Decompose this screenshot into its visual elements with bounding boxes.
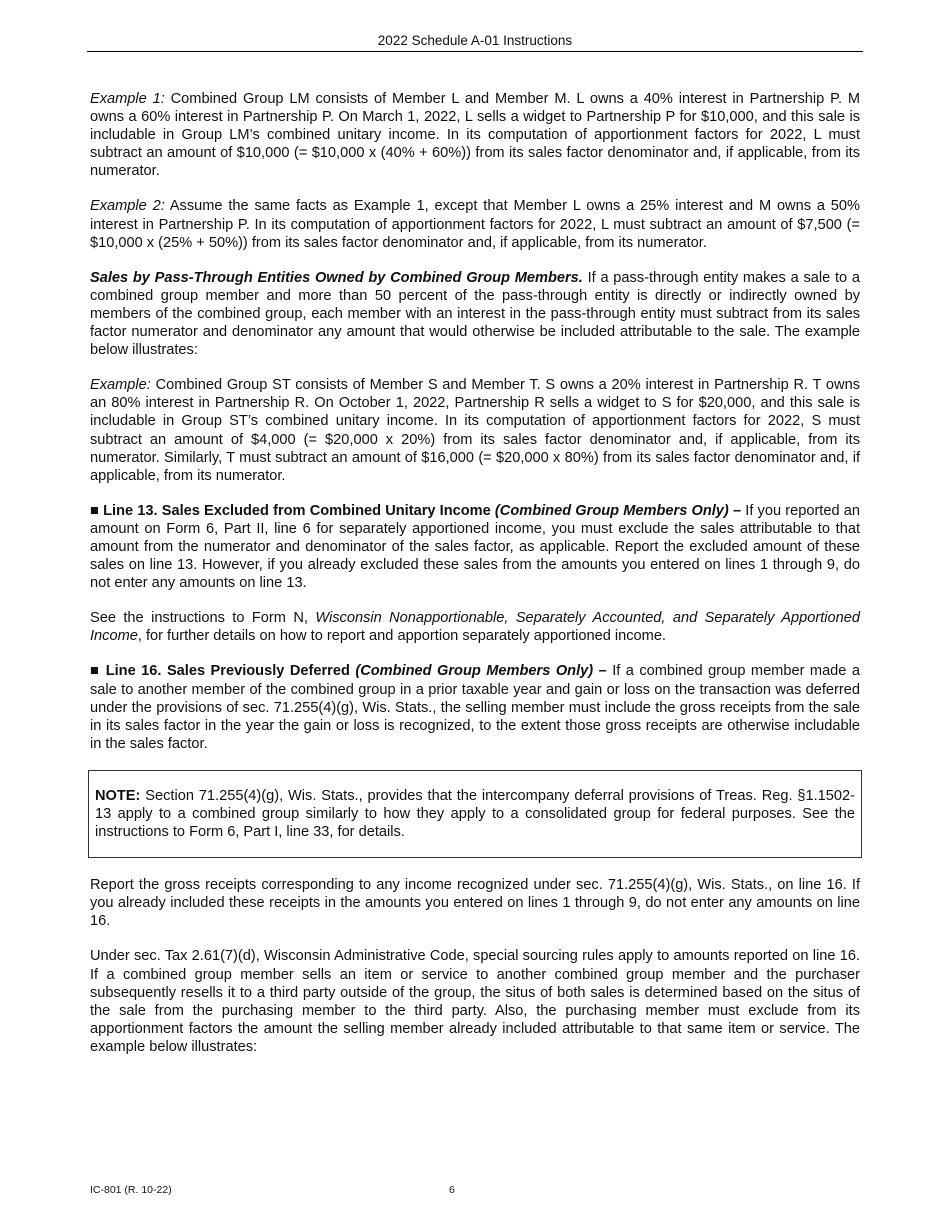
document-body xyxy=(90,90,860,1073)
line-13-paragraph xyxy=(90,502,860,592)
page-number: 6 xyxy=(449,1184,455,1196)
form-id: IC-801 (R. 10-22) xyxy=(90,1184,172,1196)
example-1-text: Combined Group LM consists of Member L and Member M. L owns a 40% interest in Partnership P. M owns a 60% interest in Partnership P. On March 1, 2022, L sells a widget to Partnership P for $10,000, and this sale is includable in Group LM’s combined unitary income. In its computation of apportionment factors for 2022, L must subtract an amount of $10,000 (= $10,000 x (40% + 60%)) from its sales factor denominator and, if applicable, from its numerator. xyxy=(90,91,860,180)
line-13-dash: – xyxy=(728,502,742,519)
report-paragraph: Report the gross receipts corresponding to any income recognized under sec. 71.255(4)(g), Wis. Stats., on line 16. If you already included these receipts in the amounts you entered on lines 1 through 9, do not enter any amounts on line 16. xyxy=(90,877,860,930)
line-16-dash: – xyxy=(593,663,607,680)
example-1-label: Example 1: xyxy=(90,91,165,107)
example-2-label: Example 2: xyxy=(90,198,165,215)
example-3-paragraph xyxy=(90,376,860,485)
pass-through-heading: Sales by Pass-Through Entities Owned by Combined Group Members. xyxy=(90,269,583,286)
form-n-title: Wisconsin Nonapportionable, Separately Accounted, and Separately Apportioned Income xyxy=(90,610,860,645)
example-3-label: Example: xyxy=(90,377,151,394)
pass-through-paragraph xyxy=(90,269,860,359)
line-13-heading: Line 13. Sales Excluded from Combined Unitary Income xyxy=(98,502,495,519)
note-paragraph xyxy=(95,787,855,841)
line-16-text: If a combined group member made a sale to another member of the combined group in a prior taxable year and gain or loss on the transaction was deferred under the provisions of sec. 71.255(4)(g), Wis. Stats., the selling member must include the gross receipts from the sale in its sales factor in the year the gain or loss is recognized, to the extent those gross receipts are otherwise includable in the sales factor. xyxy=(90,663,861,752)
form-n-paragraph xyxy=(90,609,860,645)
note-text: Section 71.255(4)(g), Wis. Stats., provides that the intercompany deferral provisions of Treas. Reg. §1.1502-13 apply to a combined group similarly to how they apply to a consolidated group for federal purposes. See the instructions to Form 6, Part I, line 33, for details. xyxy=(95,787,855,841)
line-13-qualifier: (Combined Group Members Only) xyxy=(494,502,729,519)
square-bullet-icon: ■ xyxy=(90,663,101,680)
example-2-paragraph xyxy=(90,197,860,251)
form-n-post: , for further details on how to report and apportion separately apportioned income. xyxy=(137,628,666,645)
note-box xyxy=(88,770,862,858)
line-13-text: If you reported an amount on Form 6, Part II, line 6 for separately apportioned income, you must exclude the sales attributable to that amount from the numerator and denominator of the sales factor, as applicable. Report the excluded amount of these sales on line 13. However, if you already excluded these sales from the amounts you entered on lines 1 through 9, do not enter any amounts on line 13. xyxy=(90,502,861,592)
example-2-text: Assume the same facts as Example 1, except that Member L owns a 25% interest and M owns a 50% interest in Partnership P. In its computation of apportionment factors for 2022, L must subtract an amount of $7,500 (= $10,000 x (25% + 50%)) from its sales factor denominator and, if applicable, from its numerator. xyxy=(90,198,860,251)
square-bullet-icon: ■ xyxy=(90,502,99,519)
form-n-pre: See the instructions to Form N, xyxy=(90,610,316,627)
line-16-qualifier: (Combined Group Members Only) xyxy=(355,663,594,680)
line-16-heading: Line 16. Sales Previously Deferred xyxy=(100,663,356,680)
line-16-paragraph xyxy=(90,662,860,752)
page-header: 2022 Schedule A-01 Instructions xyxy=(87,33,863,52)
example-3-text: Combined Group ST consists of Member S and Member T. S owns a 20% interest in Partnership R. T owns an 80% interest in Partnership R. On October 1, 2022, Partnership R sells a widget to S for $20,000, and this sale is includable in Group ST’s combined unitary income. In its computation of apportionment factors for 2022, S must subtract an amount of $4,000 (= $20,000 x 20%) from its sales factor denominator and, if applicable, from its numerator. Similarly, T must subtract an amount of $16,000 (= $20,000 x 80%) from its sales factor denominator and, if applicable, from its numerator. xyxy=(90,377,860,484)
pass-through-text: If a pass-through entity makes a sale to a combined group member and more than 50 percent of the pass-through entity is directly or indirectly owned by members of the combined group, each member with an interest in the pass-through entity must subtract from its sales factor numerator and denominator any amount that would otherwise be included attributable to the sale. The example below illustrates: xyxy=(90,269,860,359)
tax-rule-paragraph: Under sec. Tax 2.61(7)(d), Wisconsin Administrative Code, special sourcing rules apply to amounts reported on line 16. If a combined group member sells an item or service to another combined group member and the purchaser subsequently resells it to a third party outside of the group, the situs of both sales is determined based on the situs of the sale from the purchasing member to the third party. Also, the purchasing member must exclude from its apportionment factors the amount the selling member already included attributable to that same item or service. The example below illustrates: xyxy=(90,948,860,1055)
note-label: NOTE: xyxy=(95,787,141,804)
example-1-paragraph xyxy=(90,90,860,180)
